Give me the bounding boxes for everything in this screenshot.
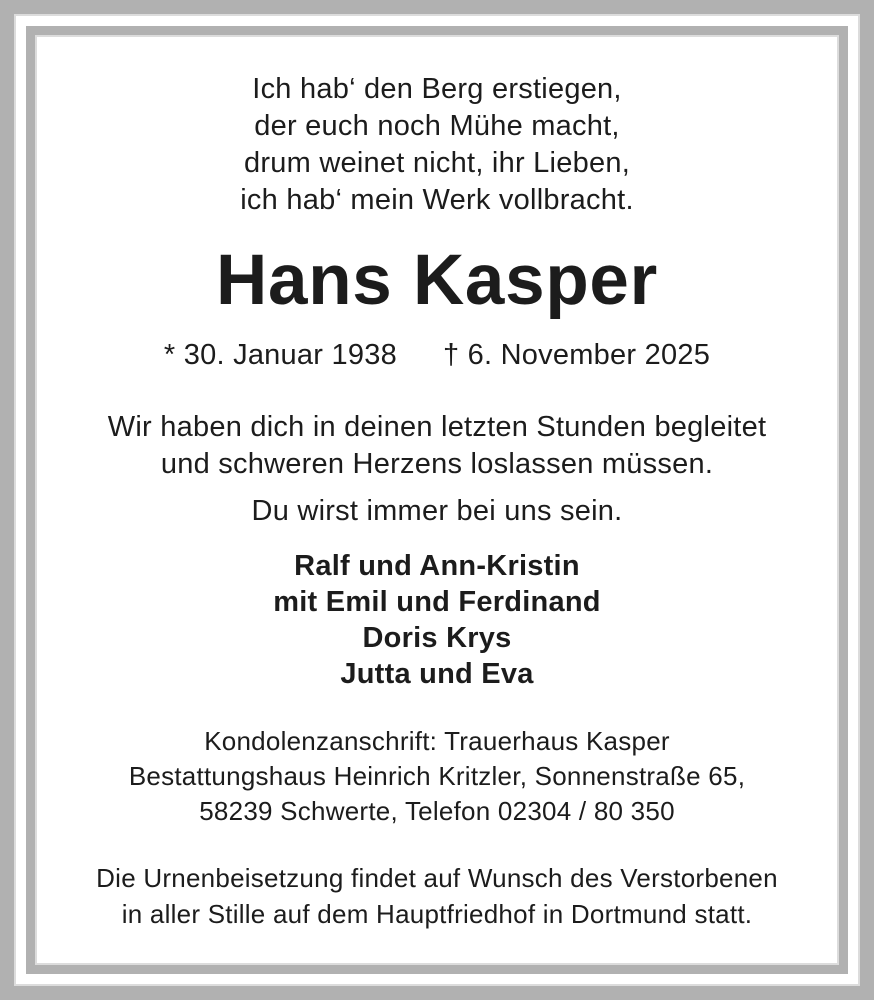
memorial-poem (37, 71, 837, 219)
obituary-content (37, 37, 837, 963)
tribute-text (37, 409, 837, 483)
funeral-notice (37, 860, 837, 932)
poem-line: Ich hab‘ den Berg erstiegen, (252, 73, 622, 105)
birth-date: * 30. Januar 1938 (163, 339, 397, 371)
funeral-line: in aller Stille auf dem Hauptfriedhof in Dortmund statt. (121, 899, 753, 929)
condolence-line: Kondolenzanschrift: Trauerhaus Kasper (204, 726, 670, 756)
condolence-address (37, 724, 837, 829)
mourner-line: Jutta und Eva (340, 658, 534, 690)
tribute-line: und schweren Herzens loslassen müssen. (160, 448, 714, 480)
condolence-line: Bestattungshaus Heinrich Kritzler, Sonnenstraße 65, (128, 761, 746, 791)
poem-line: drum weinet nicht, ihr Lieben, (243, 147, 630, 179)
mourner-line: Doris Krys (362, 622, 512, 654)
deceased-name: Hans Kasper (216, 241, 658, 320)
death-date: † 6. November 2025 (442, 339, 711, 371)
poem-line: ich hab‘ mein Werk vollbracht. (240, 184, 634, 216)
mourners-list (37, 548, 837, 692)
funeral-line: Die Urnenbeisetzung findet auf Wunsch des Verstorbenen (96, 863, 778, 893)
promise-text: Du wirst immer bei uns sein. (251, 495, 623, 527)
life-dates (37, 335, 837, 375)
condolence-line: 58239 Schwerte, Telefon 02304 / 80 350 (199, 796, 675, 826)
mourner-line: Ralf und Ann-Kristin (294, 550, 580, 582)
tribute-line: Wir haben dich in deinen letzten Stunden begleitet (107, 411, 767, 443)
poem-line: der euch noch Mühe macht, (254, 110, 620, 142)
mourner-line: mit Emil und Ferdinand (273, 586, 601, 618)
